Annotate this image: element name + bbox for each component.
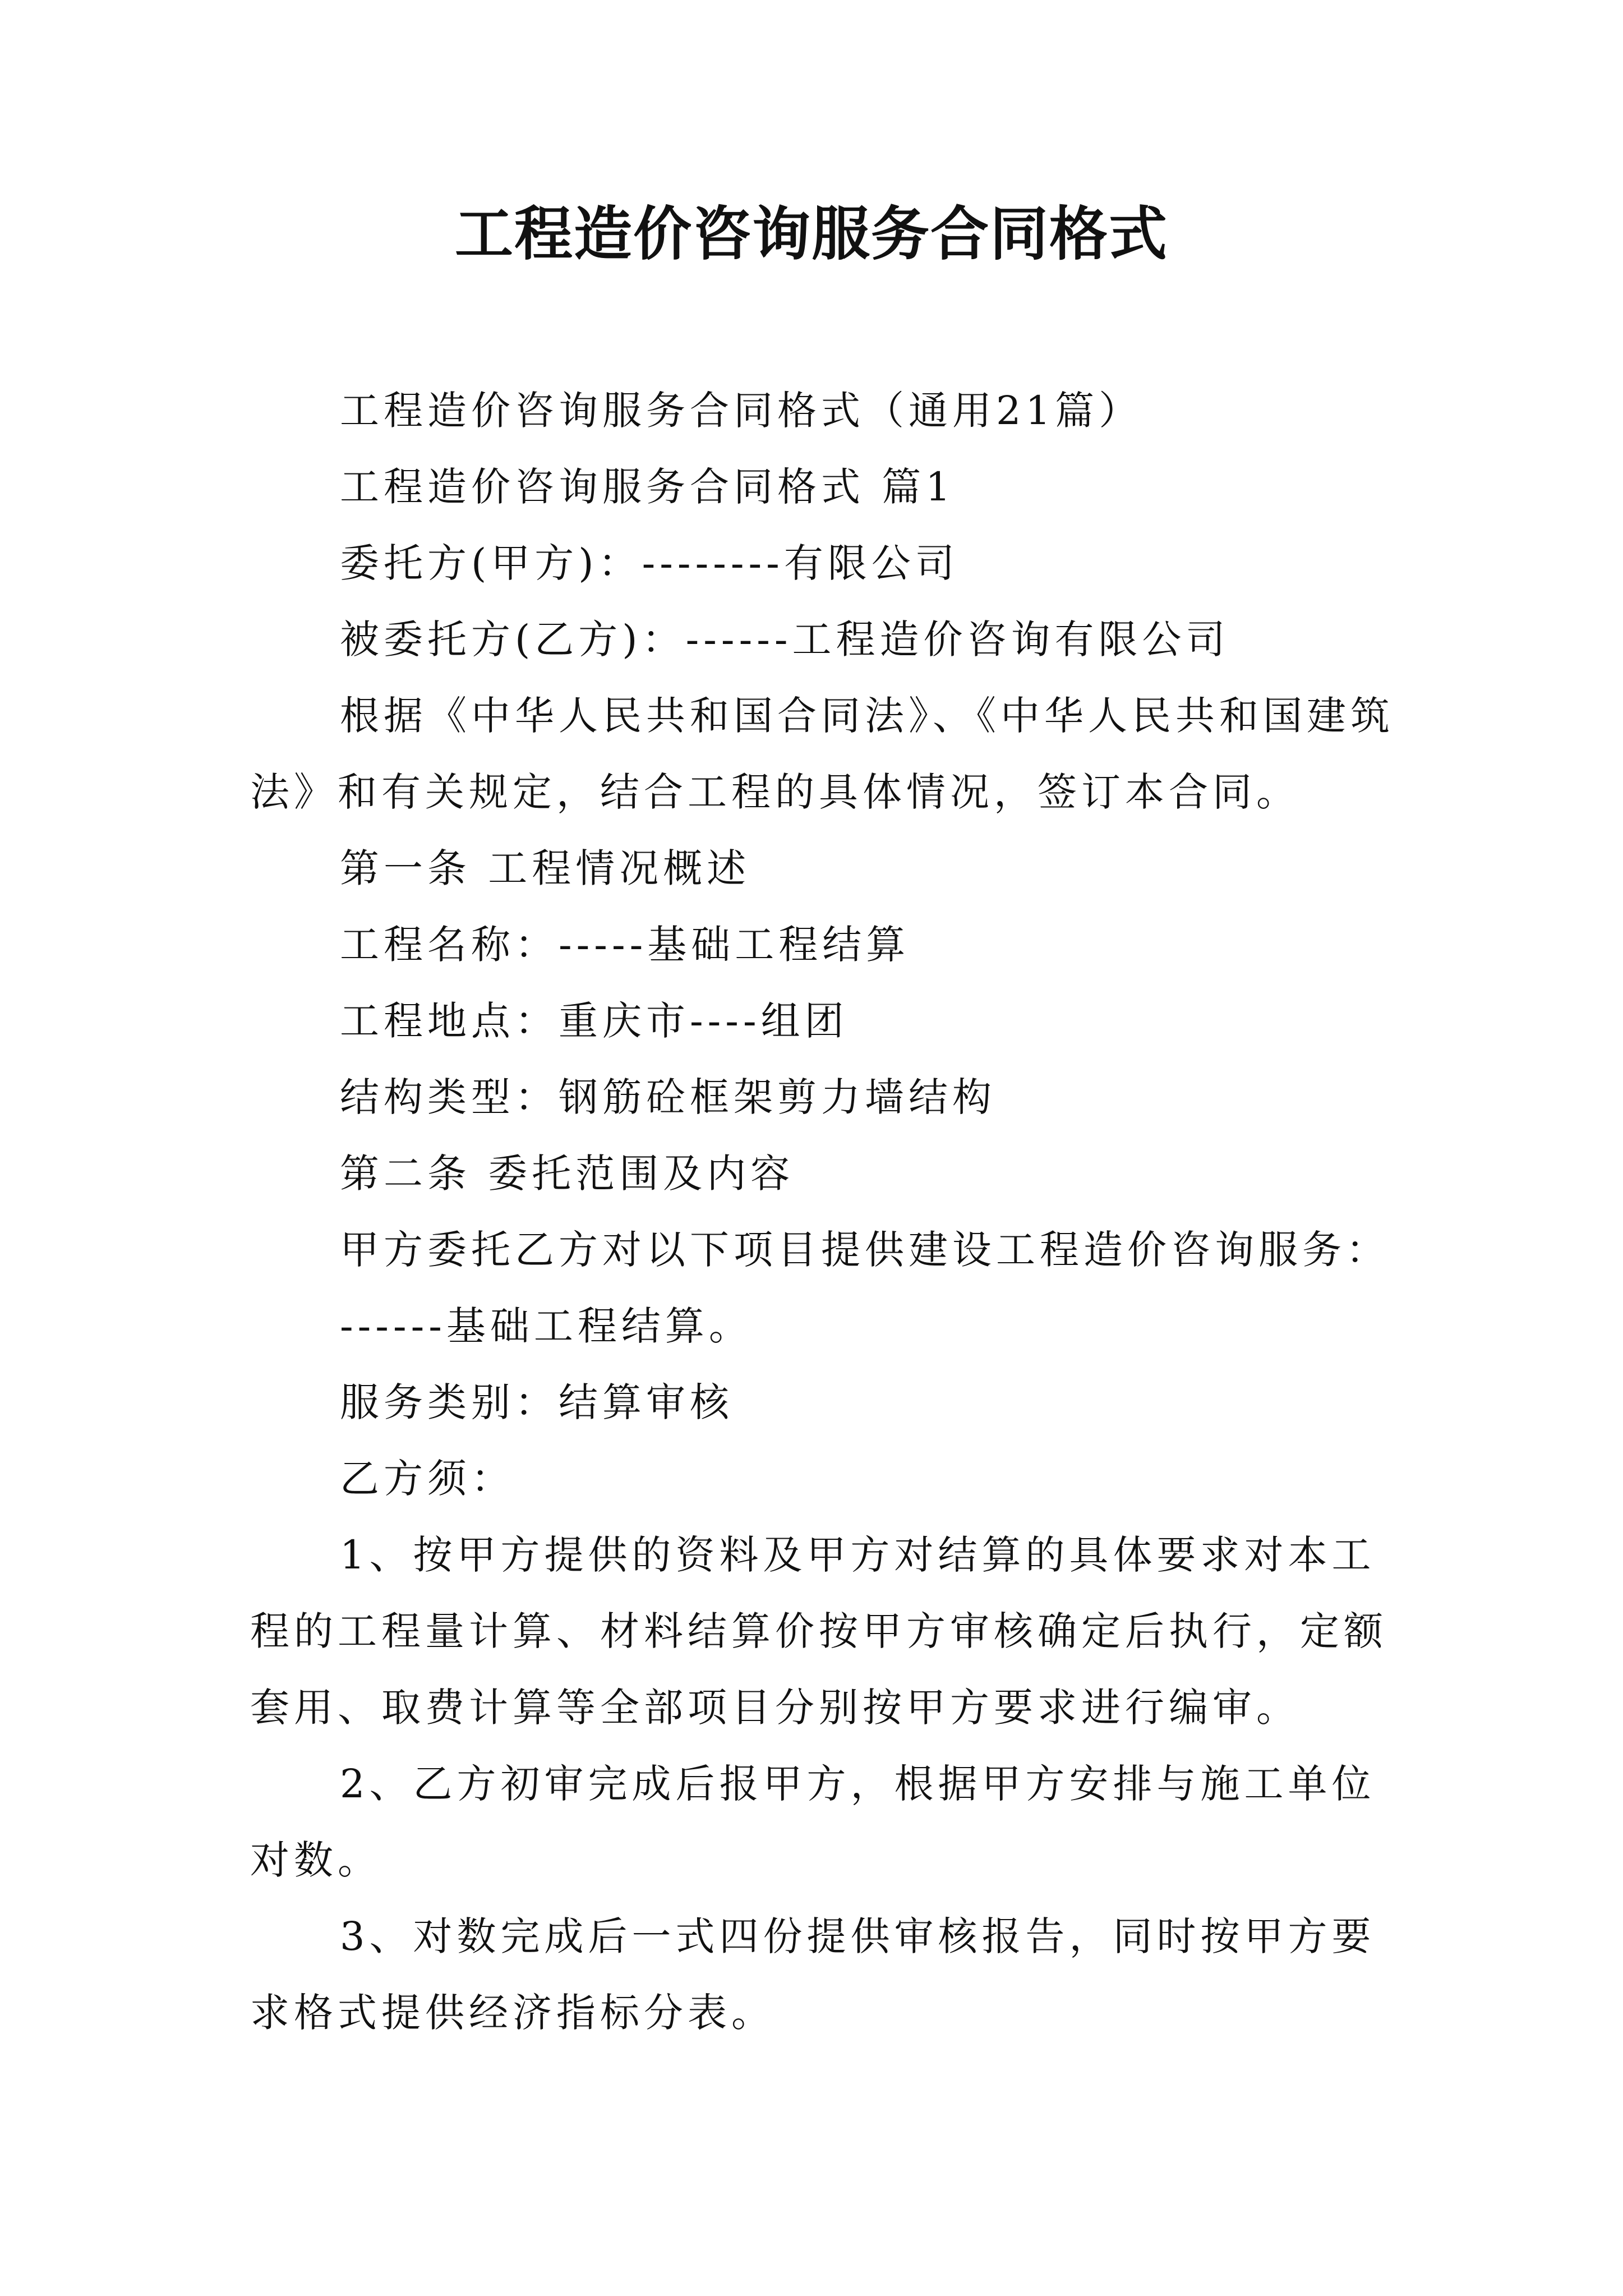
paragraph-line: 法》和有关规定，结合工程的具体情况，签订本合同。: [250, 769, 1300, 815]
list-item-continuation: 程的工程量计算、材料结算价按甲方审核确定后执行，定额: [250, 1608, 1387, 1654]
service-category-line: 服务类别：结算审核: [340, 1379, 734, 1425]
paragraph-line: 乙方须：: [340, 1456, 515, 1502]
list-item-line: 1、按甲方提供的资料及甲方对结算的具体要求对本工: [340, 1532, 1376, 1578]
party-a-line: 委托方(甲方)：--------有限公司: [340, 540, 959, 586]
list-item-continuation: 对数。: [250, 1837, 381, 1883]
paragraph-line: 甲方委托乙方对以下项目提供建设工程造价咨询服务：: [340, 1227, 1390, 1273]
party-b-line: 被委托方(乙方)：------工程造价咨询有限公司: [340, 616, 1230, 662]
project-location-line: 工程地点：重庆市----组团: [340, 998, 849, 1044]
article-heading: 第二条 委托范围及内容: [340, 1151, 795, 1197]
doc-page-title: 工程造价咨询服务合同格式: [454, 199, 1168, 268]
section-heading: 工程造价咨询服务合同格式 篇1: [340, 464, 955, 510]
article-heading: 第一条 工程情况概述: [340, 845, 751, 891]
list-item-line: 2、乙方初审完成后报甲方，根据甲方安排与施工单位: [340, 1761, 1376, 1807]
paragraph-line: ------基础工程结算。: [340, 1303, 753, 1349]
structure-type-line: 结构类型：钢筋砼框架剪力墙结构: [340, 1074, 996, 1120]
subtitle-line: 工程造价咨询服务合同格式（通用21篇）: [340, 388, 1143, 434]
list-item-line: 3、对数完成后一式四份提供审核报告，同时按甲方要: [340, 1913, 1376, 1959]
paragraph-line: 根据《中华人民共和国合同法》、《中华人民共和国建筑: [340, 693, 1394, 739]
list-item-continuation: 求格式提供经济指标分表。: [250, 1990, 775, 2036]
document-body: [250, 372, 1394, 2051]
list-item-continuation: 套用、取费计算等全部项目分别按甲方要求进行编审。: [250, 1685, 1300, 1731]
project-name-line: 工程名称：-----基础工程结算: [340, 922, 910, 968]
